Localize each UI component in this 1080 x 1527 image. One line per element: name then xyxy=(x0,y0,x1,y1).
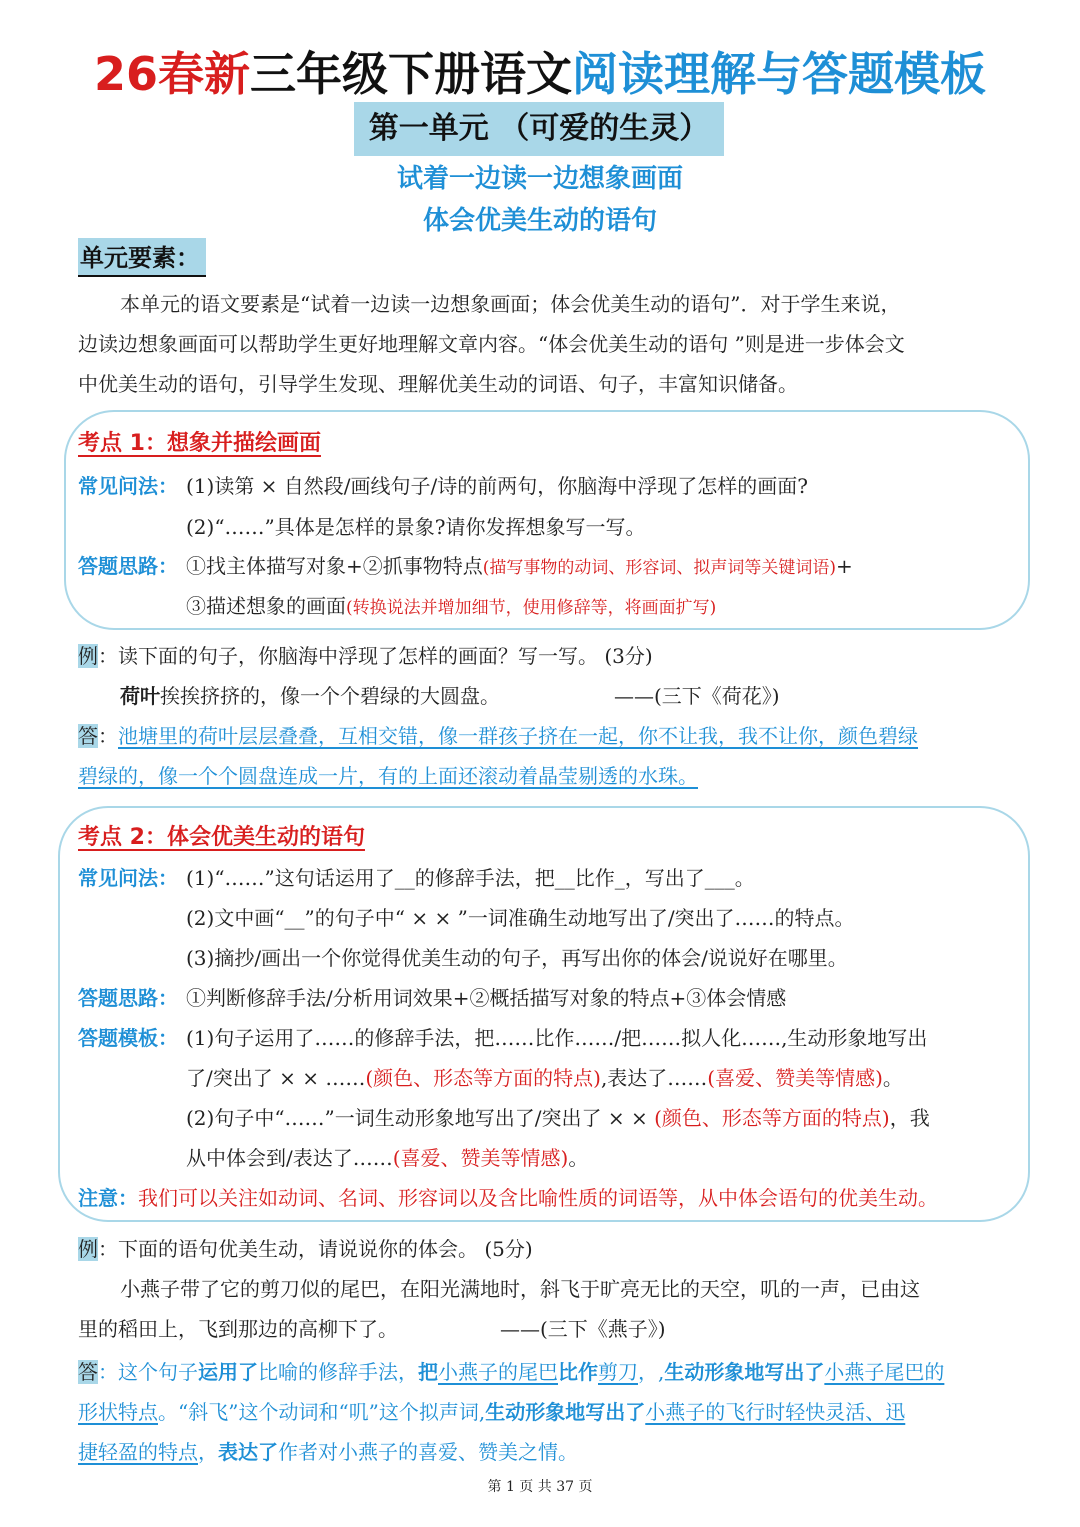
title-part1: 26春新 xyxy=(93,47,250,101)
ex2-a2-3: 小燕子的飞行时轻快灵活、迅 xyxy=(645,1400,906,1424)
document-title xyxy=(0,38,1080,104)
kd2-t3-b: (颜色、形态等方面的特点) xyxy=(654,1106,890,1130)
kd1-question-2: (2)“……”具体是怎样的景象?请你发挥想象写一写。 xyxy=(186,515,646,539)
kd2-template-line-3 xyxy=(186,1102,930,1131)
ex2-a1-4: 小燕子的尾巴 xyxy=(438,1360,558,1384)
example-2-answer-line-1 xyxy=(78,1356,944,1385)
example-2-question xyxy=(78,1233,533,1262)
kaodian-2-heading: 考点 2：体会优美生动的语句 xyxy=(78,825,365,850)
example-2-answer-line-2 xyxy=(78,1396,905,1425)
ex2-a1-3: 把 xyxy=(418,1360,438,1384)
example-1-source: ——(三下《荷花》) xyxy=(614,684,780,708)
kd2-t2-e: 。 xyxy=(882,1066,903,1090)
kaodian-1-heading: 考点 1：想象并描绘画面 xyxy=(78,431,321,456)
example-2-label: 例 xyxy=(78,1237,98,1261)
example-2-passage-2: 里的稻田上，飞到那边的高柳下了。 xyxy=(78,1317,398,1341)
elements-heading: 单元要素： xyxy=(78,238,206,277)
kd2-template-line-1: (1)句子运用了……的修辞手法，把……比作……/把……拟人化……,生动形象地写出 xyxy=(186,1026,928,1050)
ex2-a3-1: ， xyxy=(198,1440,218,1464)
kd1-answer-1-tail: + xyxy=(836,554,853,578)
kd2-template-label: 答题模板： xyxy=(78,1026,178,1050)
example-2-source: ——(三下《燕子》) xyxy=(500,1317,666,1341)
subtitle-1: 试着一边读一边想象画面 xyxy=(396,164,683,194)
kd2-answer-line: ①判断修辞手法/分析用词效果+②概括描写对象的特点+③体会情感 xyxy=(186,986,787,1010)
example-2-question-text: ：下面的语句优美生动，请说说你的体会。 (5分) xyxy=(98,1237,533,1261)
kd1-answer-1-note: (描写事物的动词、形容词、拟声词等关键词语) xyxy=(482,558,837,578)
ex2-a2-1: 。“斜飞”这个动词和“叽”这个拟声词, xyxy=(158,1400,486,1424)
kd2-note-label: 注意： xyxy=(78,1186,138,1210)
kd1-answer-line-1 xyxy=(186,550,853,579)
kd1-answer-line-2 xyxy=(186,590,716,619)
ex2-a1-9: 小燕子尾巴的 xyxy=(824,1360,945,1384)
title-part2: 三年级下册语文 xyxy=(250,47,572,101)
ex2-a2-0: 形状特点 xyxy=(78,1400,158,1424)
ex2-a1-1: 运用了 xyxy=(198,1360,258,1384)
subtitle-2: 体会优美生动的语句 xyxy=(422,206,657,236)
intro-line-1: 本单元的语文要素是“试着一边读一边想象画面；体会优美生动的语句”．对于学生来说， xyxy=(120,292,901,316)
kd1-question-label: 常见问法： xyxy=(78,474,178,498)
kd2-note-text: 我们可以关注如动词、名词、形容词以及含比喻性质的词语等，从中体会语句的优美生动。 xyxy=(138,1186,938,1210)
kd2-question-3: (3)摘抄/画出一个你觉得优美生动的句子，再写出你的体会/说说好在哪里。 xyxy=(186,946,848,970)
kd1-answer-2-main: ③描述想象的画面 xyxy=(186,594,346,618)
ex2-a1-8: 生动形象地写出了 xyxy=(664,1360,825,1384)
kd2-t2-d: (喜爱、赞美等情感) xyxy=(707,1066,883,1090)
example-2-answer-line-3 xyxy=(78,1436,578,1465)
kd1-question-1: (1)读第 × 自然段/画线句子/诗的前两句，你脑海中浮现了怎样的画面? xyxy=(186,474,809,498)
ex2-a1-7: ，, xyxy=(638,1360,665,1384)
kd2-t4-b: (喜爱、赞美等情感) xyxy=(392,1146,569,1170)
example-1-question-text: ：读下面的句子，你脑海中浮现了怎样的画面？写一写。 (3分) xyxy=(98,644,653,668)
example-2-passage-1: 小燕子带了它的剪刀似的尾巴，在阳光满地时，斜飞于旷亮无比的天空，叽的一声，已由这 xyxy=(120,1277,920,1301)
kd2-question-label: 常见问法： xyxy=(78,866,178,890)
ex2-a2-2: 生动形象地写出了 xyxy=(485,1400,646,1424)
ex2-a3-3: 作者对小燕子的喜爱、赞美之情。 xyxy=(278,1440,578,1464)
ex2-a1-6: 剪刀 xyxy=(598,1360,638,1384)
title-part3: 阅读理解与答题模板 xyxy=(572,47,986,101)
example-1-quote-rest: 挨挨挤挤的，像一个个碧绿的大圆盘。 xyxy=(160,684,500,708)
example-1-answer-line-1: 答：池塘里的荷叶层层叠叠，互相交错，像一群孩子挤在一起，你不让我，我不让你，颜色碧绿 xyxy=(78,724,918,748)
kd2-t2-b: (颜色、形态等方面的特点) xyxy=(365,1066,601,1090)
kd2-template-line-4 xyxy=(186,1142,588,1171)
kd2-t2-a: 了/突出了 × × …… xyxy=(186,1066,366,1090)
kd2-t2-c: ,表达了…… xyxy=(600,1066,708,1090)
intro-line-3: 中优美生动的语句，引导学生发现、理解优美生动的词语、句子，丰富知识储备。 xyxy=(78,372,798,396)
ex2-a1-5: 比作 xyxy=(558,1360,598,1384)
kd2-answer-label: 答题思路： xyxy=(78,986,178,1010)
ex2-a3-2: 表达了 xyxy=(218,1440,278,1464)
kd2-t4-c: 。 xyxy=(568,1146,589,1170)
kd2-template-line-2 xyxy=(186,1062,903,1091)
example-1-question xyxy=(78,640,653,669)
unit-label: 第一单元 （可爱的生灵） xyxy=(354,102,724,156)
kd2-t3-a: (2)句子中“……”一词生动形象地写出了/突出了 × × xyxy=(186,1106,655,1130)
example-1-answer-label: 答 xyxy=(78,724,98,748)
kd2-t4-a: 从中体会到/表达了…… xyxy=(186,1146,393,1170)
kd1-answer-label: 答题思路： xyxy=(78,554,178,578)
example-2-answer-label: 答 xyxy=(78,1360,98,1384)
kd2-note xyxy=(78,1182,938,1211)
kd2-question-2: (2)文中画“__”的句子中“ × × ”一词准确生动地写出了/突出了……的特点。 xyxy=(186,906,855,930)
ex2-a3-0: 捷轻盈的特点 xyxy=(78,1440,198,1464)
example-1-quote-bold: 荷叶 xyxy=(120,684,160,708)
example-1-label: 例 xyxy=(78,644,98,668)
example-1-answer-line-2: 碧绿的，像一个个圆盘连成一片，有的上面还滚动着晶莹剔透的水珠。 xyxy=(78,764,698,788)
example-1-answer-text-1: 池塘里的荷叶层层叠叠，互相交错，像一群孩子挤在一起，你不让我，我不让你，颜色碧绿 xyxy=(118,724,918,748)
kd2-t3-c: ，我 xyxy=(889,1106,930,1130)
kd1-answer-2-note: (转换说法并增加细节，使用修辞等，将画面扩写) xyxy=(346,598,717,618)
intro-line-2: 边读边想象画面可以帮助学生更好地理解文章内容。“体会优美生动的语句 ”则是进一步体会文 xyxy=(78,332,905,356)
example-1-quote xyxy=(120,680,500,709)
kd1-answer-1-main: ①找主体描写对象+②抓事物特点 xyxy=(186,554,483,578)
ex2-a1-0: ：这个句子 xyxy=(98,1360,198,1384)
ex2-a1-2: 比喻的修辞手法， xyxy=(258,1360,418,1384)
kd2-question-1: (1)“……”这句话运用了__的修辞手法，把__比作_，写出了___。 xyxy=(186,866,755,890)
page-footer: 第 1 页 共 37 页 xyxy=(487,1479,593,1495)
